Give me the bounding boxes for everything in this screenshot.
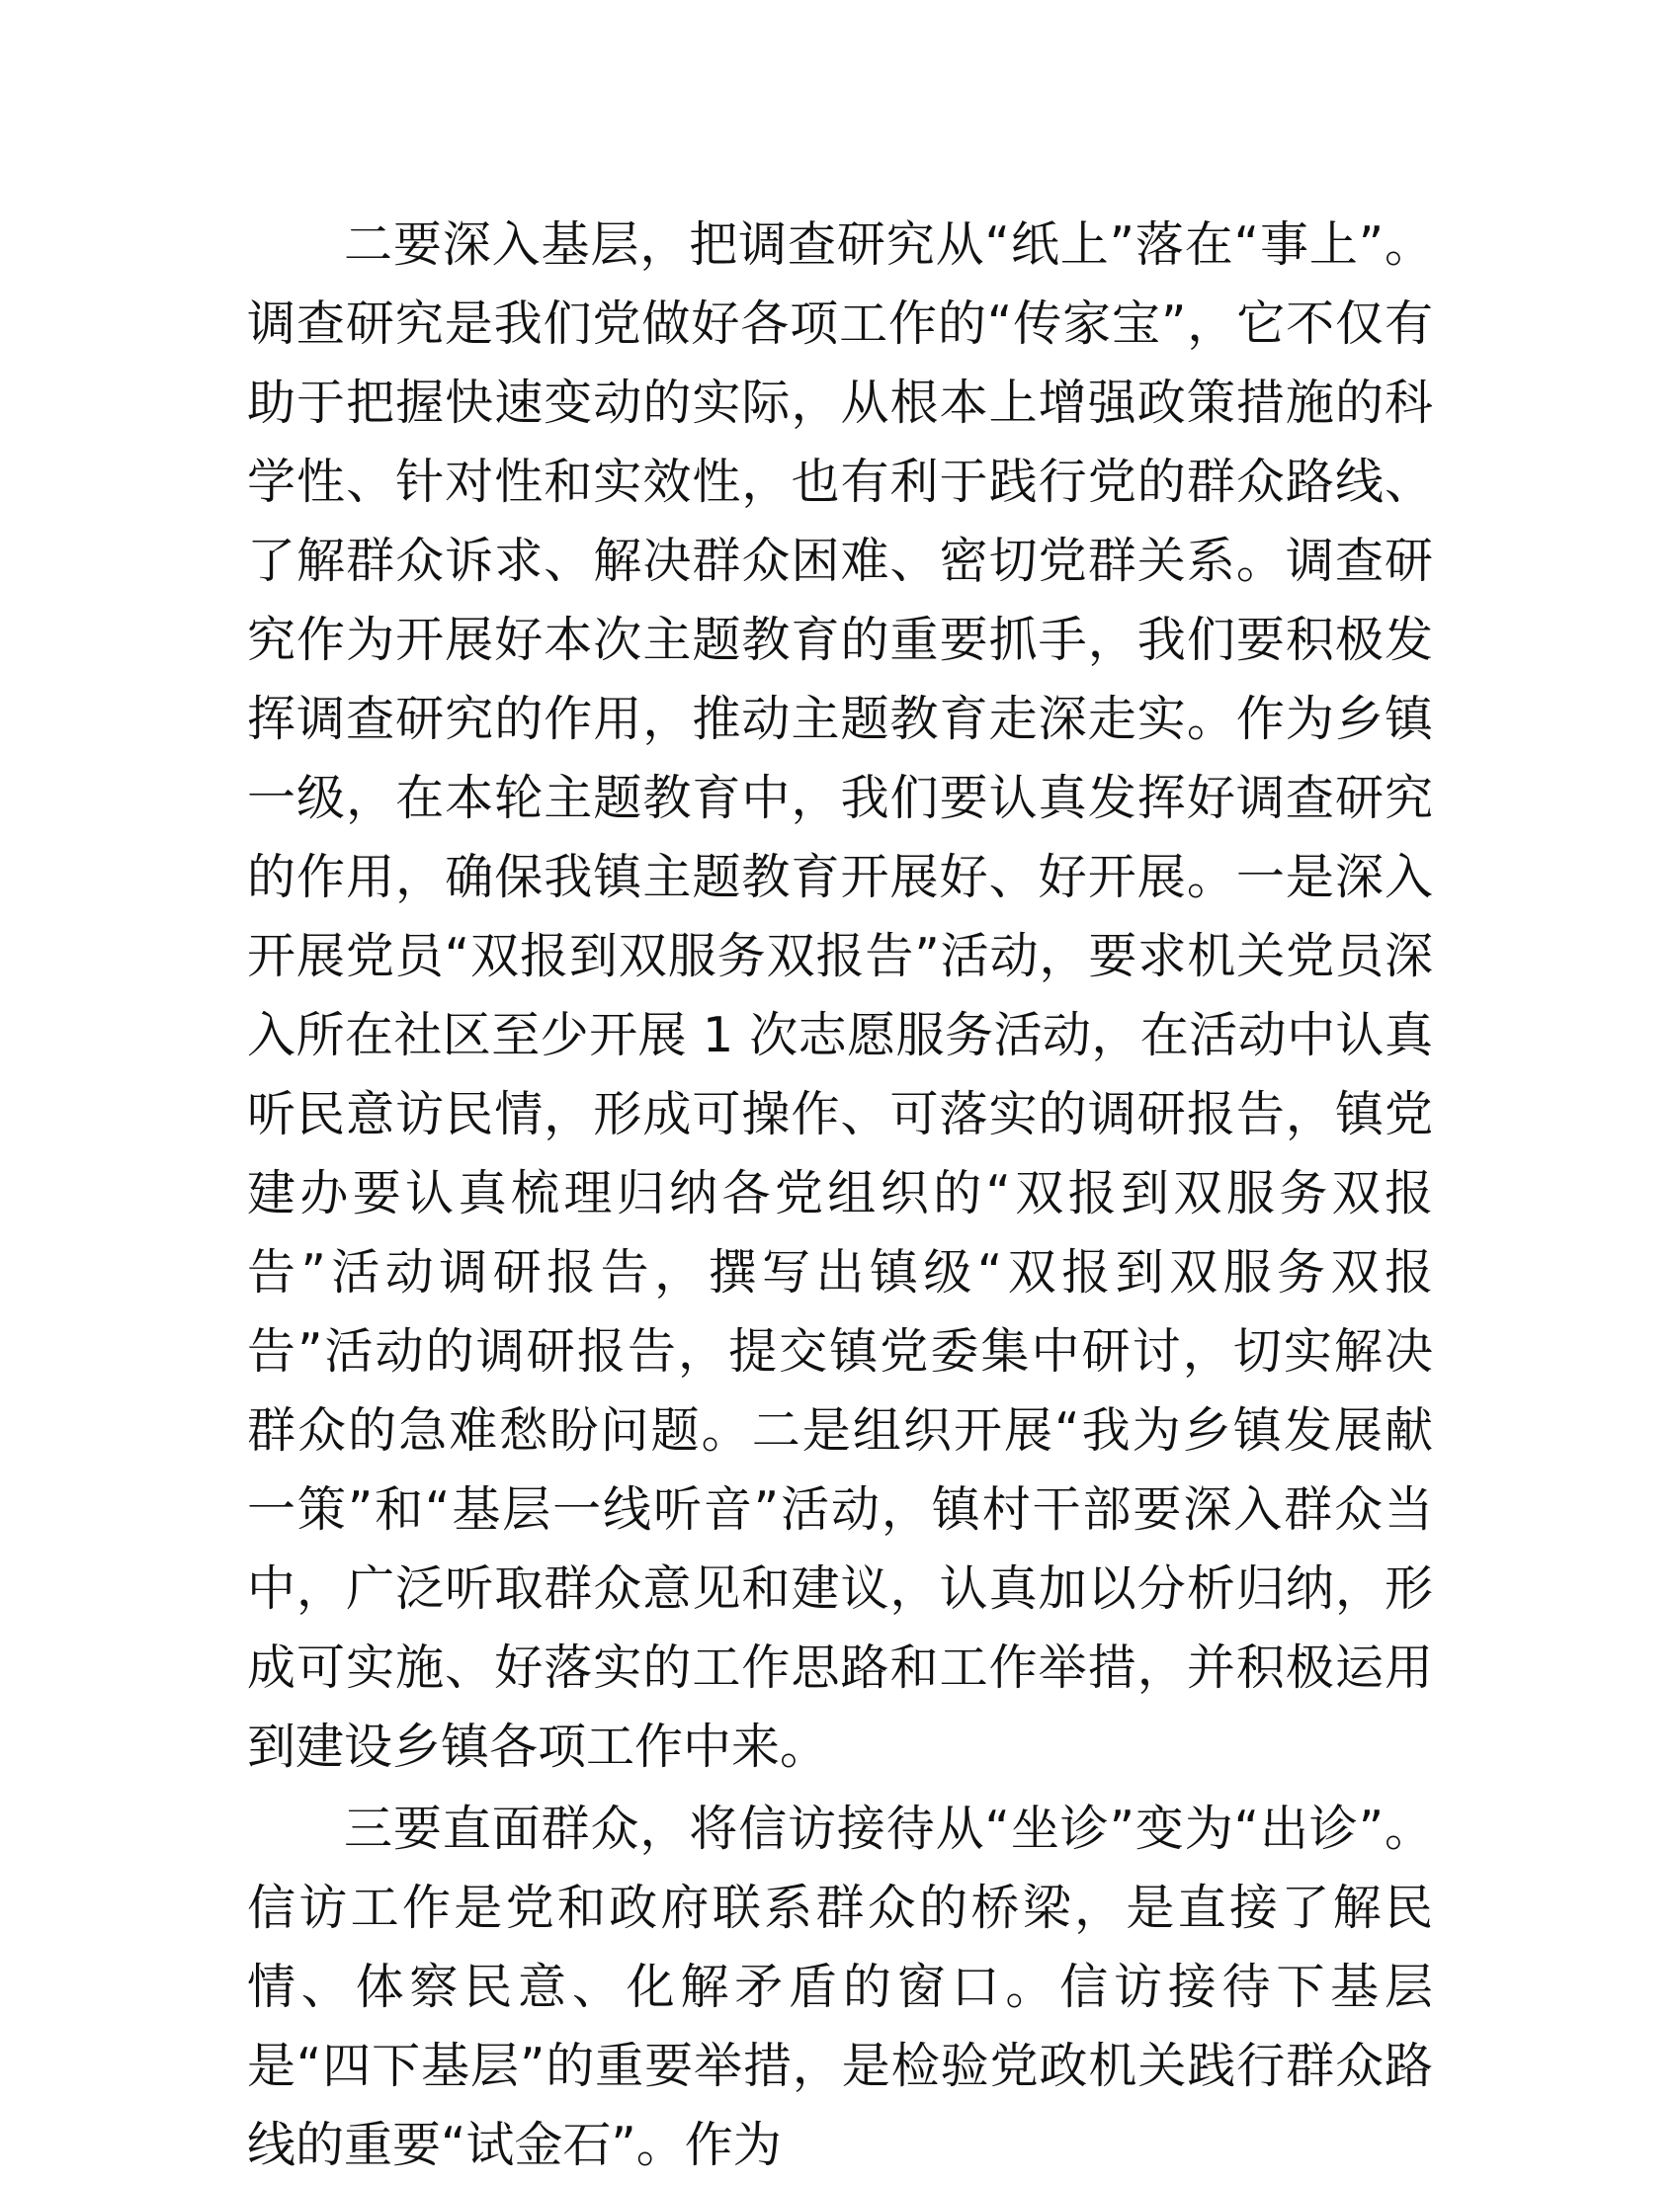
document-body — [247, 206, 1433, 2185]
paragraph-petition: 三要直面群众，将信访接待从“坐诊”变为“出诊”。信访工作是党和政府联系群众的桥梁，是直接了解民情、体察民意、化解矛盾的窗口。信访接待下基层是“四下基层”的重要举措，是检验党政机关践行群众路线的重要“试金石”。作为 — [247, 1801, 1433, 2173]
paragraph-research: 二要深入基层，把调查研究从“纸上”落在“事上”。调查研究是我们党做好各项工作的“传家宝”，它不仅有助于把握快速变动的实际，从根本上增强政策措施的科学性、针对性和实效性，也有利于践行党的群众路线、了解群众诉求、解决群众困难、密切党群关系。调查研究作为开展好本次主题教育的重要抓手，我们要积极发挥调查研究的作用，推动主题教育走深走实。作为乡镇一级，在本轮主题教育中，我们要认真发挥好调查研究的作用，确保我镇主题教育开展好、好开展。一是深入开展党员“双报到双服务双报告”活动，要求机关党员深入所在社区至少开展 1 次志愿服务活动，在活动中认真听民意访民情，形成可操作、可落实的调研报告，镇党建办要认真梳理归纳各党组织的“双报到双服务双报告”活动调研报告，撰写出镇级“双报到双服务双报告”活动的调研报告，提交镇党委集中研讨，切实解决群众的急难愁盼问题。二是组织开展“我为乡镇发展献一策”和“基层一线听音”活动，镇村干部要深入群众当中，广泛听取群众意见和建议，认真加以分析归纳，形成可实施、好落实的工作思路和工作举措，并积极运用到建设乡镇各项工作中来。 — [247, 216, 1433, 1775]
